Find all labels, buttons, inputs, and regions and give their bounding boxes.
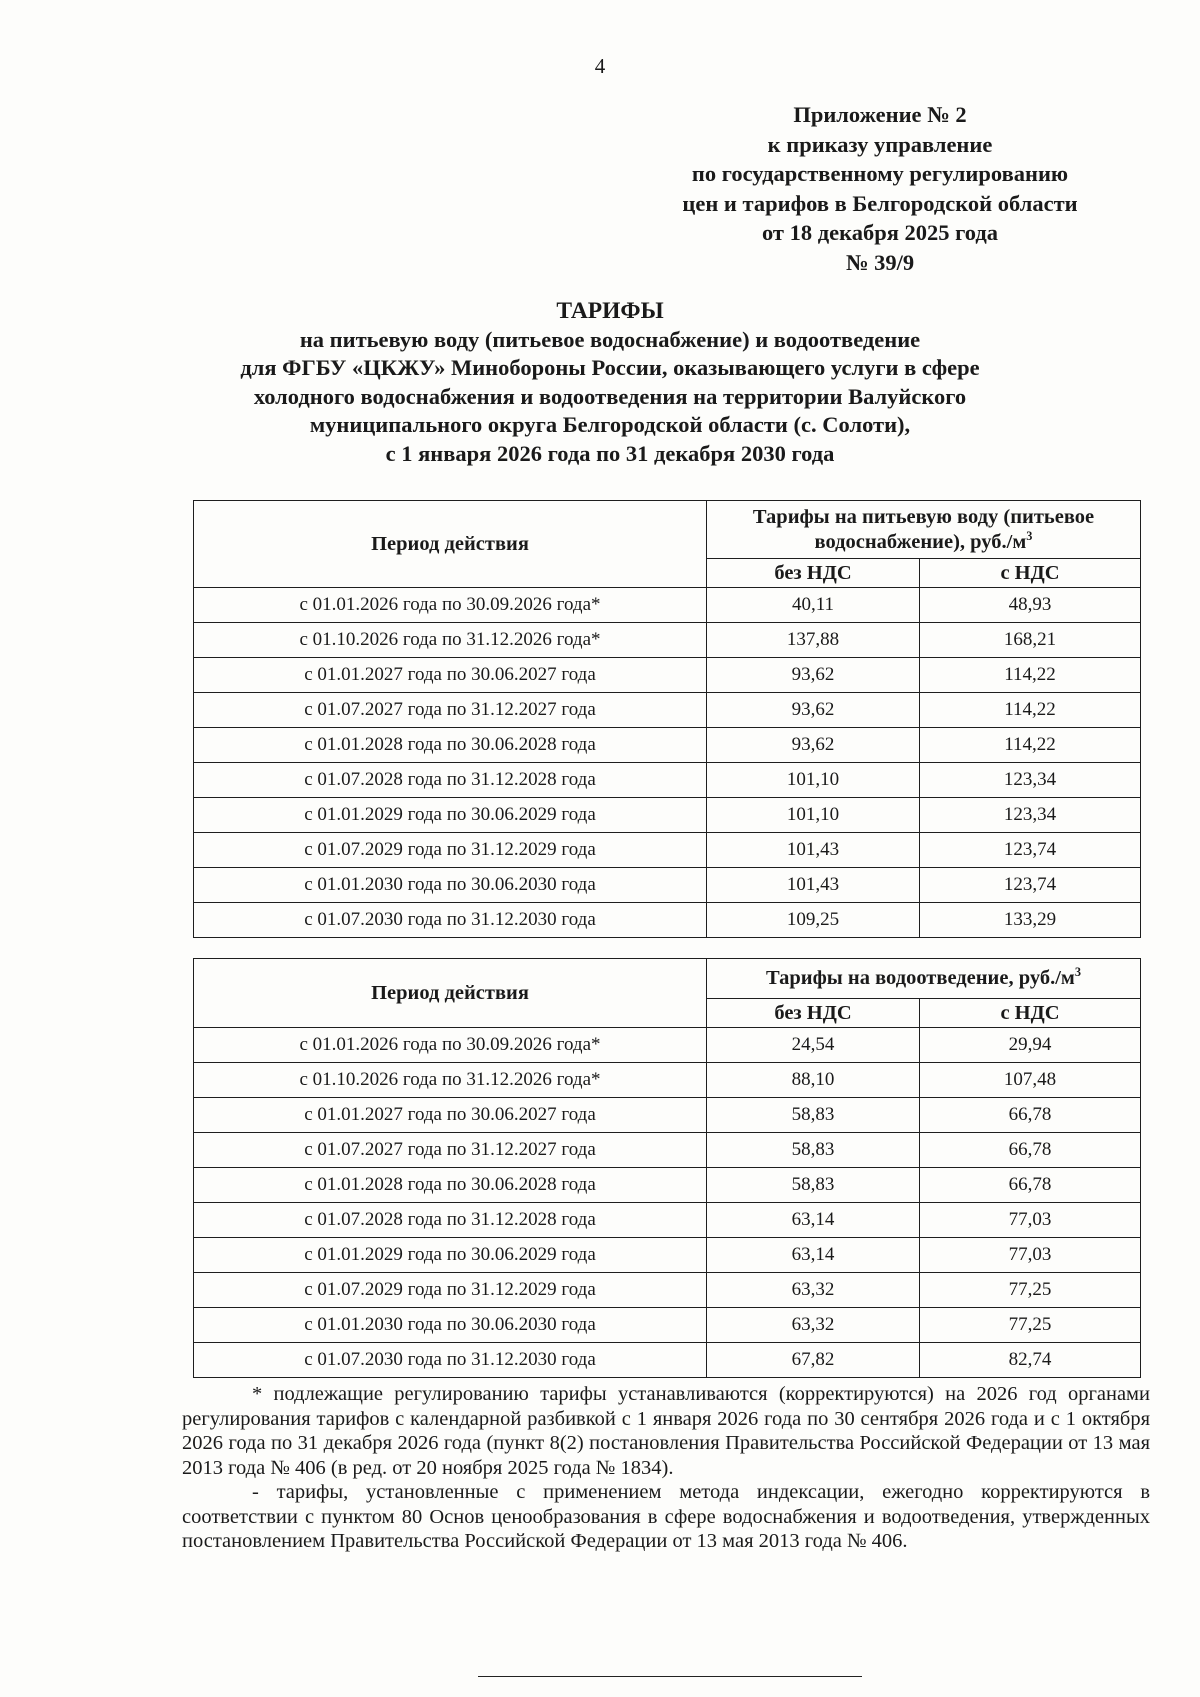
- with-vat-cell: 123,74: [920, 868, 1141, 903]
- footnote-asterisk: * подлежащие регулированию тарифы устанавливаются (корректируются) на 2026 год органами регулирования тарифов с календарной разбивкой с 1 января 2026 года по 30 сентября 2026 года и с 1 октября 2026 года по 31 декабря 2026 года (пункт 8(2) постановления Правительства Российской Федерации от 13 мая 2013 года № 406 (в ред. от 20 ноября 2025 года № 1834).: [182, 1383, 1150, 1479]
- without-vat-cell: 93,62: [707, 728, 920, 763]
- period-cell: с 01.01.2028 года по 30.06.2028 года: [194, 728, 707, 763]
- annex-line: цен и тарифов в Белгородской области: [682, 190, 1078, 216]
- unit-superscript: 3: [1026, 528, 1033, 543]
- with-vat-cell: 77,03: [920, 1238, 1141, 1273]
- period-cell: с 01.01.2026 года по 30.09.2026 года*: [194, 588, 707, 623]
- without-vat-cell: 58,83: [707, 1098, 920, 1133]
- unit-superscript: 3: [1074, 965, 1082, 980]
- without-vat-cell: 63,14: [707, 1203, 920, 1238]
- without-vat-cell: 109,25: [707, 903, 920, 938]
- annex-line: № 39/9: [845, 249, 915, 275]
- with-vat-cell: 123,34: [920, 798, 1141, 833]
- water-tariff-header-text: Тарифы на питьевую воду (питьевое водоснабжение), руб./м: [752, 505, 1095, 553]
- period-cell: с 01.01.2029 года по 30.06.2029 года: [194, 1238, 707, 1273]
- sewer-tariff-table: [193, 958, 1141, 1378]
- sewer-tariff-header-text: Тарифы на водоотведение, руб./м: [765, 967, 1075, 989]
- without-vat-cell: 63,32: [707, 1308, 920, 1343]
- table-row: [194, 798, 1141, 833]
- sewer-tariff-header: [707, 959, 1141, 999]
- document-title: [160, 297, 1060, 468]
- with-vat-cell: 66,78: [920, 1133, 1141, 1168]
- annex-line: Приложение № 2: [793, 102, 967, 127]
- with-vat-cell: 66,78: [920, 1168, 1141, 1203]
- without-vat-cell: 58,83: [707, 1133, 920, 1168]
- page-number: 4: [594, 54, 606, 78]
- without-vat-cell: 101,43: [707, 833, 920, 868]
- table-row: [194, 1308, 1141, 1343]
- without-vat-cell: 63,14: [707, 1238, 920, 1273]
- period-cell: с 01.01.2030 года по 30.06.2030 года: [194, 868, 707, 903]
- period-cell: с 01.07.2029 года по 31.12.2029 года: [194, 833, 707, 868]
- without-vat-header: без НДС: [707, 559, 920, 588]
- without-vat-cell: 137,88: [707, 623, 920, 658]
- period-cell: с 01.10.2026 года по 31.12.2026 года*: [194, 623, 707, 658]
- period-cell: с 01.01.2027 года по 30.06.2027 года: [194, 1098, 707, 1133]
- without-vat-cell: 101,10: [707, 763, 920, 798]
- with-vat-cell: 114,22: [920, 693, 1141, 728]
- annex-line: от 18 декабря 2025 года: [761, 220, 999, 245]
- annex-line: к приказу управление: [767, 131, 993, 157]
- period-cell: с 01.01.2028 года по 30.06.2028 года: [194, 1168, 707, 1203]
- table-row: [194, 658, 1141, 693]
- title-line: холодного водоснабжения и водоотведения на территории Валуйского: [253, 383, 967, 409]
- annex-line: по государственному регулированию: [691, 161, 1069, 186]
- without-vat-cell: 40,11: [707, 588, 920, 623]
- title-main: ТАРИФЫ: [556, 298, 664, 324]
- table-row: [194, 1133, 1141, 1168]
- with-vat-cell: 114,22: [920, 658, 1141, 693]
- footnote-indexation: - тарифы, установленные с применением метода индексации, ежегодно корректируются в соответствии с пунктом 80 Основ ценообразования в сфере водоснабжения и водоотведения, утвержденных постановлением Правительства Российской Федерации от 13 мая 2013 года № 406.: [182, 1481, 1150, 1552]
- title-line: на питьевую воду (питьевое водоснабжение) и водоотведение: [299, 326, 921, 352]
- period-cell: с 01.07.2027 года по 31.12.2027 года: [194, 693, 707, 728]
- with-vat-cell: 168,21: [920, 623, 1141, 658]
- with-vat-cell: 107,48: [920, 1063, 1141, 1098]
- period-cell: с 01.10.2026 года по 31.12.2026 года*: [194, 1063, 707, 1098]
- with-vat-cell: 114,22: [920, 728, 1141, 763]
- without-vat-cell: 67,82: [707, 1343, 920, 1378]
- annex-header: [600, 100, 1160, 277]
- period-cell: с 01.01.2027 года по 30.06.2027 года: [194, 658, 707, 693]
- title-line: с 1 января 2026 года по 31 декабря 2030 года: [385, 440, 835, 466]
- table-row: [194, 588, 1141, 623]
- without-vat-cell: 88,10: [707, 1063, 920, 1098]
- table-row: [194, 728, 1141, 763]
- period-cell: с 01.07.2028 года по 31.12.2028 года: [194, 1203, 707, 1238]
- without-vat-cell: 101,10: [707, 798, 920, 833]
- with-vat-cell: 66,78: [920, 1098, 1141, 1133]
- title-line: для ФГБУ «ЦКЖУ» Минобороны России, оказывающего услуги в сфере: [240, 355, 980, 380]
- table-row: [194, 1028, 1141, 1063]
- table-row: [194, 833, 1141, 868]
- with-vat-cell: 77,03: [920, 1203, 1141, 1238]
- period-cell: с 01.01.2026 года по 30.09.2026 года*: [194, 1028, 707, 1063]
- with-vat-cell: 82,74: [920, 1343, 1141, 1378]
- table-row: [194, 903, 1141, 938]
- without-vat-cell: 93,62: [707, 693, 920, 728]
- period-cell: с 01.07.2029 года по 31.12.2029 года: [194, 1273, 707, 1308]
- period-cell: с 01.07.2030 года по 31.12.2030 года: [194, 903, 707, 938]
- table-row: [194, 868, 1141, 903]
- period-header: Период действия: [194, 501, 707, 588]
- table-row: [194, 623, 1141, 658]
- table-row: [194, 1238, 1141, 1273]
- with-vat-cell: 77,25: [920, 1273, 1141, 1308]
- table-row: [194, 1273, 1141, 1308]
- without-vat-header: без НДС: [707, 999, 920, 1028]
- without-vat-cell: 63,32: [707, 1273, 920, 1308]
- period-header: Период действия: [194, 959, 707, 1028]
- table-row: [194, 1063, 1141, 1098]
- with-vat-cell: 77,25: [920, 1308, 1141, 1343]
- with-vat-header: с НДС: [920, 999, 1141, 1028]
- period-cell: с 01.01.2030 года по 30.06.2030 года: [194, 1308, 707, 1343]
- title-line: муниципального округа Белгородской области (с. Солоти),: [309, 412, 911, 437]
- table-row: [194, 763, 1141, 798]
- without-vat-cell: 101,43: [707, 868, 920, 903]
- period-cell: с 01.01.2029 года по 30.06.2029 года: [194, 798, 707, 833]
- water-tariff-table: [193, 500, 1141, 938]
- with-vat-cell: 48,93: [920, 588, 1141, 623]
- period-cell: с 01.07.2027 года по 31.12.2027 года: [194, 1133, 707, 1168]
- table-row: [194, 1098, 1141, 1133]
- with-vat-header: с НДС: [920, 559, 1141, 588]
- with-vat-cell: 123,34: [920, 763, 1141, 798]
- table-row: [194, 1343, 1141, 1378]
- period-cell: с 01.07.2028 года по 31.12.2028 года: [194, 763, 707, 798]
- table-row: [194, 1168, 1141, 1203]
- without-vat-cell: 58,83: [707, 1168, 920, 1203]
- end-divider: [478, 1676, 862, 1677]
- with-vat-cell: 133,29: [920, 903, 1141, 938]
- without-vat-cell: 24,54: [707, 1028, 920, 1063]
- with-vat-cell: 123,74: [920, 833, 1141, 868]
- footnotes: [182, 1382, 1150, 1554]
- table-row: [194, 693, 1141, 728]
- with-vat-cell: 29,94: [920, 1028, 1141, 1063]
- water-tariff-header: [707, 501, 1141, 559]
- table-row: [194, 1203, 1141, 1238]
- without-vat-cell: 93,62: [707, 658, 920, 693]
- period-cell: с 01.07.2030 года по 31.12.2030 года: [194, 1343, 707, 1378]
